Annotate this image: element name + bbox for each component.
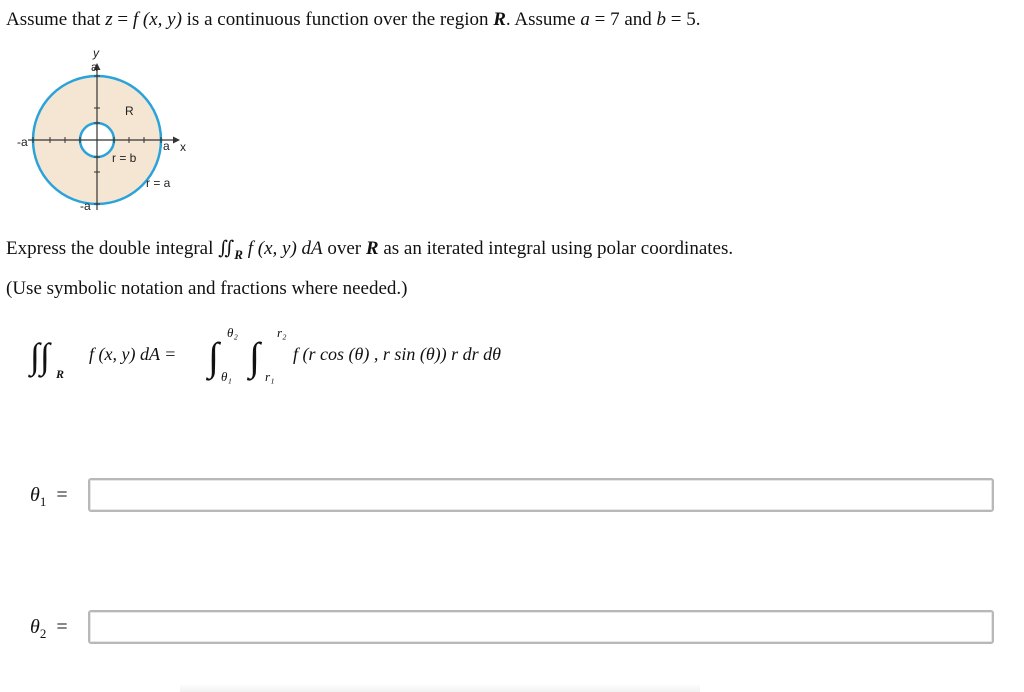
theta1-input[interactable] [88, 478, 994, 512]
region-symbol: R [493, 9, 506, 30]
polar-integral-formula [30, 318, 550, 396]
answer-row-theta2 [0, 610, 1024, 646]
outer-radius-label: r = a [146, 176, 171, 190]
inner-integral-sign: ∫ [249, 334, 260, 379]
instruction-pre: Express the double integral [6, 238, 219, 259]
lhs-function: f (x, y) dA = [89, 344, 177, 364]
notation-note: (Use symbolic notation and fractions where needed.) [6, 278, 408, 299]
outer-upper-limit: θ₂ [227, 325, 238, 340]
polar-integrand: f (r cos (θ) , r sin (θ)) r dr dθ [293, 344, 502, 364]
question-mid: is a continuous function over the region [181, 9, 494, 30]
theta1-equals: = [56, 484, 68, 506]
theta2-input[interactable] [88, 610, 994, 644]
inner-upper-limit: r₂ [277, 325, 287, 340]
region-diagram [17, 44, 200, 219]
instruction-post: as an iterated integral using polar coordinates. [378, 238, 734, 259]
equals-sign: = [112, 9, 133, 30]
outer-lower-limit: θ₁ [221, 369, 232, 384]
neg-a-left-label: -a [17, 135, 28, 149]
y-axis-label: y [93, 46, 99, 60]
double-integral-symbol: ∬ [218, 238, 235, 259]
question-intro: Assume that [6, 9, 106, 30]
theta2-equals: = [56, 616, 68, 638]
question-text [6, 9, 700, 31]
a-top-label: a [91, 60, 98, 74]
a-value: = 7 and [589, 9, 657, 30]
theta1-subscript: 1 [39, 494, 47, 509]
lhs-integral-sign-2: ∫ [40, 336, 50, 376]
a-right-label: a [163, 139, 170, 153]
instruction-text [6, 237, 733, 263]
inner-lower-limit: r₁ [265, 369, 275, 384]
var-f: f [132, 9, 139, 30]
function-args: (x, y) [138, 9, 182, 30]
integral-subscript: R [234, 246, 243, 262]
answer-row-theta1 [0, 478, 1024, 514]
theta1-symbol: θ [30, 484, 40, 506]
instruction-over: over [322, 238, 366, 259]
var-b: b [656, 9, 667, 30]
x-axis-arrow [173, 137, 180, 144]
neg-a-bottom-label: -a [80, 199, 91, 213]
lhs-integral-sign-1: ∫ [30, 336, 40, 376]
theta2-subscript: 2 [39, 626, 47, 641]
outer-integral-sign: ∫ [208, 334, 219, 379]
integrand-text: f (x, y) dA [242, 238, 323, 259]
region-symbol-2: R [365, 238, 379, 259]
b-value: = 5. [666, 9, 701, 30]
var-a: a [580, 9, 590, 30]
inner-radius-label: r = b [112, 151, 137, 165]
region-r-label: R [125, 104, 134, 118]
theta2-label [30, 616, 68, 642]
var-z: z [105, 9, 113, 30]
question-assume: . Assume [505, 9, 581, 30]
x-axis-label: x [180, 140, 186, 154]
bottom-fade [180, 684, 700, 692]
theta1-label [30, 484, 68, 510]
theta2-symbol: θ [30, 616, 40, 638]
lhs-region-subscript: R [56, 367, 65, 381]
